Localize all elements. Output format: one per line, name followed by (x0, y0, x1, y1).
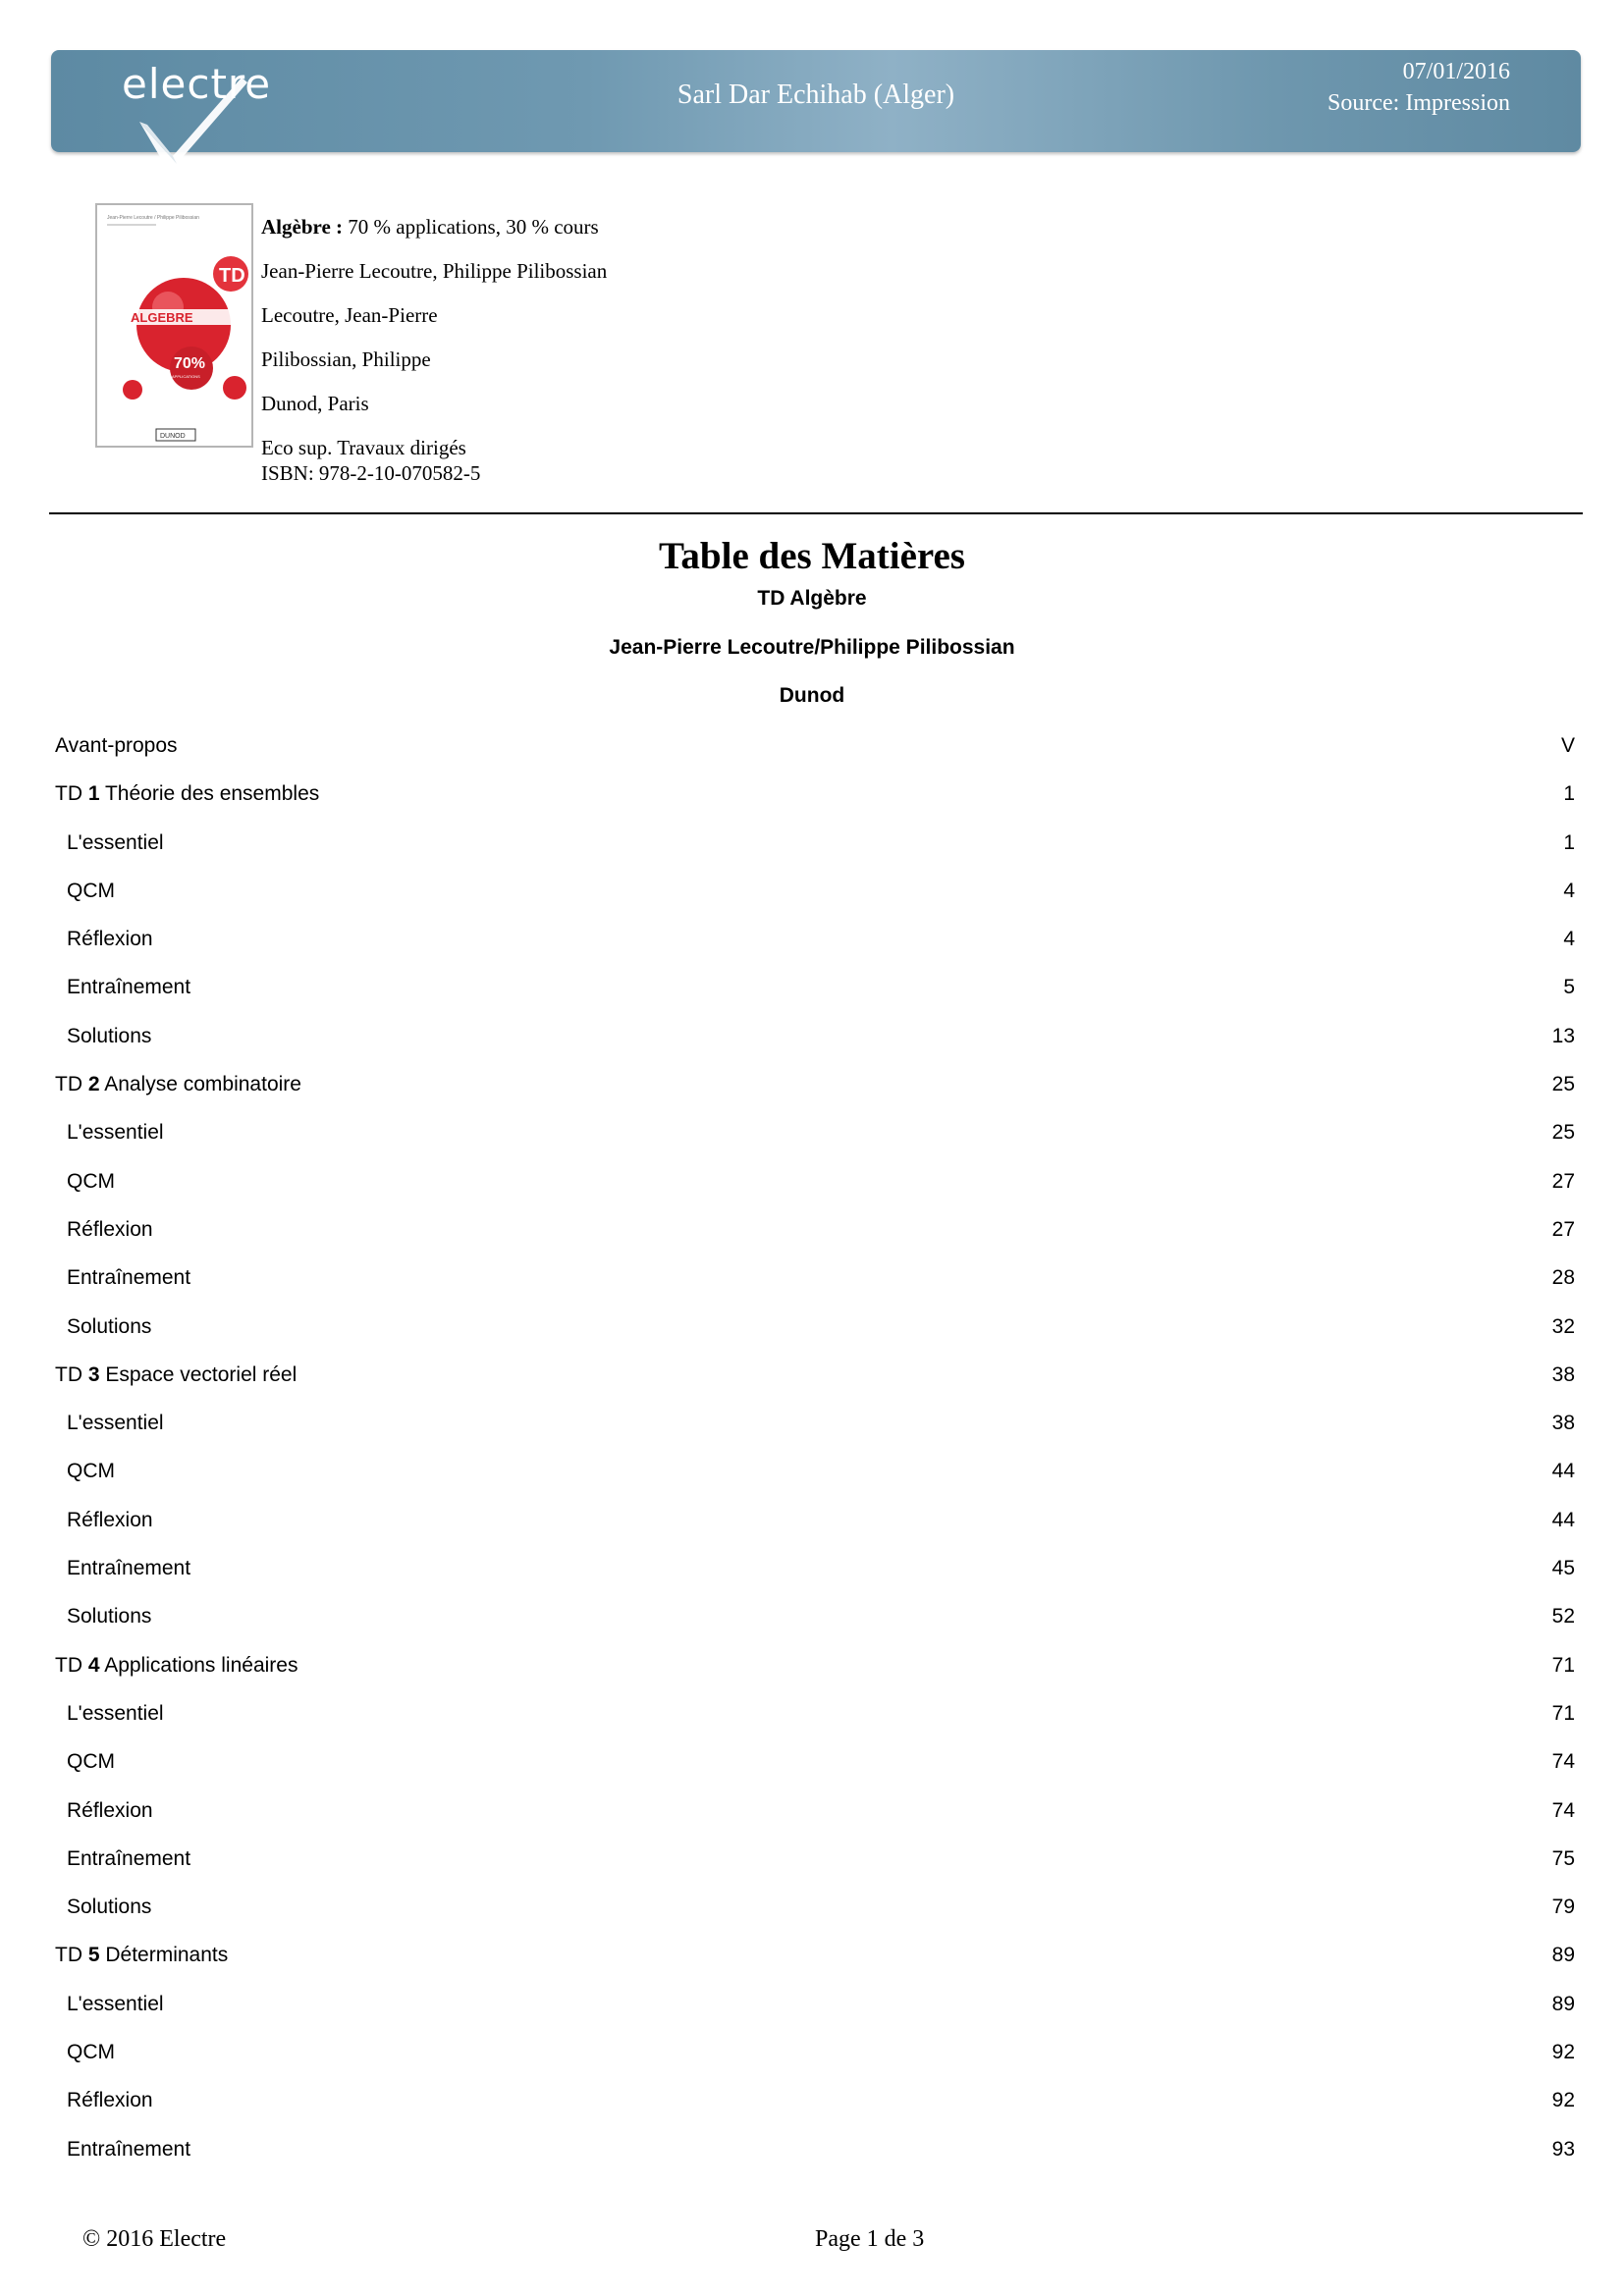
cover-illustration (97, 205, 251, 446)
toc-entry-text: L'essentiel (67, 830, 164, 854)
toc-entry[interactable] (55, 872, 1575, 920)
book-author-1: Lecoutre, Jean-Pierre (261, 303, 438, 327)
toc-entry-page: 75 (1551, 1846, 1575, 1870)
toc-entry[interactable] (55, 1936, 1575, 1984)
book-title (261, 210, 607, 254)
toc-entry-label (55, 1694, 164, 1742)
toc-chapter-number: 3 (87, 1362, 100, 1386)
toc-entry-label (55, 1936, 228, 1984)
toc-entry[interactable] (55, 1791, 1575, 1840)
toc-entry-text: L'essentiel (67, 1701, 164, 1725)
toc-entry-page: 71 (1551, 1701, 1575, 1725)
toc-entry-text: QCM (67, 879, 115, 902)
toc-publisher: Dunod (779, 684, 845, 707)
toc-entry-text: L'essentiel (67, 1412, 164, 1435)
toc-entry-text: L'essentiel (67, 1992, 164, 2015)
toc-entry-text: QCM (67, 1169, 115, 1193)
toc-entry[interactable] (55, 920, 1575, 968)
book-isbn: ISBN: 978-2-10-070582-5 (261, 461, 481, 485)
toc-entry-label (55, 726, 178, 774)
toc-chapter-prefix: TD (55, 1653, 88, 1677)
toc-entry-page: 4 (1563, 879, 1575, 902)
toc-entry-page: 28 (1551, 1266, 1575, 1290)
toc-entry-text: Analyse combinatoire (99, 1073, 301, 1096)
cover-top-text: Jean-Pierre Lecoutre / Philippe Pilibossian (107, 215, 199, 221)
toc-entry-page: 44 (1551, 1508, 1575, 1531)
toc-entry-page: 79 (1551, 1896, 1575, 1919)
toc-entry[interactable] (55, 2081, 1575, 2129)
book-metadata (261, 210, 607, 491)
header-meta (1327, 56, 1510, 119)
toc-entry-page: 25 (1551, 1121, 1575, 1145)
toc-entry-label (55, 1501, 153, 1549)
toc-entry-text: Espace vectoriel réel (99, 1362, 298, 1386)
toc-entry-page: 25 (1551, 1073, 1575, 1096)
toc-entry-text: Entraînement (67, 1846, 191, 1870)
toc-entry-page: 44 (1551, 1460, 1575, 1483)
toc-entry-label (55, 1404, 164, 1452)
toc-entry-page: 93 (1551, 2137, 1575, 2161)
toc-entry[interactable] (55, 1501, 1575, 1549)
toc-entry-page: 89 (1551, 1992, 1575, 2015)
logo-text: electre (122, 60, 272, 108)
section-divider (49, 512, 1583, 514)
toc-entry-page: 38 (1551, 1362, 1575, 1386)
toc-entry-page: 52 (1551, 1605, 1575, 1629)
toc-entry-text: L'essentiel (67, 1121, 164, 1145)
book-author-2: Pilibossian, Philippe (261, 347, 431, 371)
toc-entry-label (55, 872, 115, 920)
toc-entry-label (55, 1791, 153, 1840)
toc-authors: Jean-Pierre Lecoutre/Philippe Pilibossian (609, 636, 1015, 659)
book-title-bold: Algèbre : (261, 215, 344, 239)
toc-entry-text: Réflexion (67, 1508, 153, 1531)
toc-entry-text: Réflexion (67, 2089, 153, 2112)
toc-entry-page: 92 (1551, 2089, 1575, 2112)
toc-entry-text: Réflexion (67, 1798, 153, 1822)
cover-applications: APPLICATIONS (172, 374, 200, 379)
toc-entry[interactable] (55, 824, 1575, 872)
toc-entry[interactable] (55, 1888, 1575, 1936)
toc-entry-text: QCM (67, 1750, 115, 1774)
toc-entry-label (55, 1113, 164, 1161)
toc-entry-text: Entraînement (67, 976, 191, 999)
toc-entry-label (55, 1549, 190, 1597)
toc-entry-text: Avant-propos (55, 734, 178, 757)
toc-entry-label (55, 1597, 151, 1645)
toc-entry-label (55, 1888, 151, 1936)
toc-entry-page: 92 (1551, 2041, 1575, 2064)
toc-entry[interactable] (55, 1258, 1575, 1307)
toc-entry-page: 1 (1563, 830, 1575, 854)
toc-entry-label (55, 774, 319, 823)
toc-chapter-number: 4 (87, 1653, 100, 1677)
footer-copyright: © 2016 Electre (82, 2226, 227, 2252)
toc-entry-label (55, 1742, 115, 1790)
toc-entry[interactable] (55, 2130, 1575, 2178)
toc-entry-label (55, 2033, 115, 2081)
toc-entry-page: 45 (1551, 1557, 1575, 1580)
toc-entry[interactable] (55, 1113, 1575, 1161)
toc-entry[interactable] (55, 968, 1575, 1016)
header-source: Source: Impression (1327, 90, 1510, 116)
toc-entry-label (55, 1258, 190, 1307)
toc-entry-page: 5 (1563, 976, 1575, 999)
toc-chapter-prefix: TD (55, 1362, 88, 1386)
toc-entry-label (55, 1985, 164, 2033)
toc-entry[interactable] (55, 726, 1575, 774)
toc-list (55, 726, 1575, 2178)
toc-entry-text: Entraînement (67, 1266, 191, 1290)
toc-entry-text: Applications linéaires (99, 1653, 298, 1677)
book-cover (95, 203, 253, 448)
toc-entry-text: Entraînement (67, 2137, 191, 2161)
toc-entry-label (55, 920, 153, 968)
toc-entry-page: 13 (1551, 1024, 1575, 1047)
toc-chapter-prefix: TD (55, 782, 88, 806)
toc-entry-label (55, 968, 190, 1016)
toc-entry-text: QCM (67, 2041, 115, 2064)
cover-percent: 70% (174, 355, 206, 372)
toc-entry-page: 4 (1563, 928, 1575, 951)
toc-entry-page: V (1560, 734, 1575, 757)
toc-entry-text: Solutions (67, 1605, 152, 1629)
cover-td: TD (219, 265, 245, 287)
book-publisher: Dunod, Paris (261, 392, 369, 415)
toc-chapter-number: 2 (87, 1073, 100, 1096)
cover-algebra: ALGEBRE (131, 310, 193, 325)
toc-entry-text: Déterminants (99, 1944, 229, 1967)
toc-entry-text: Solutions (67, 1024, 152, 1047)
toc-entry[interactable] (55, 1404, 1575, 1452)
toc-entry[interactable] (55, 1742, 1575, 1790)
cover-publisher: DUNOD (160, 433, 186, 440)
toc-entry-text: Réflexion (67, 1217, 153, 1241)
toc-entry-page: 71 (1551, 1653, 1575, 1677)
toc-entry-text: Réflexion (67, 928, 153, 951)
toc-entry-page: 32 (1551, 1314, 1575, 1338)
toc-entry-page: 38 (1551, 1412, 1575, 1435)
toc-entry-text: QCM (67, 1460, 115, 1483)
toc-entry-text: Solutions (67, 1314, 152, 1338)
toc-entry-text: Entraînement (67, 1557, 191, 1580)
toc-entry[interactable] (55, 1210, 1575, 1258)
toc-chapter-prefix: TD (55, 1944, 88, 1967)
toc-subtitle: TD Algèbre (757, 587, 867, 610)
book-title-rest: 70 % applications, 30 % cours (343, 215, 599, 239)
toc-entry-label (55, 1065, 301, 1113)
toc-entry-page: 27 (1551, 1169, 1575, 1193)
header-banner (51, 50, 1581, 152)
toc-entry-label (55, 2130, 190, 2178)
toc-entry[interactable] (55, 1017, 1575, 1065)
toc-chapter-number: 1 (87, 782, 100, 806)
toc-entry-label (55, 1646, 298, 1694)
book-series: Eco sup. Travaux dirigés (261, 436, 466, 459)
toc-entry-label (55, 1017, 151, 1065)
toc-entry-label (55, 1162, 115, 1210)
toc-entry-text: Théorie des ensembles (99, 782, 320, 806)
toc-entry[interactable] (55, 1356, 1575, 1404)
toc-entry-label (55, 1356, 297, 1404)
toc-entry[interactable] (55, 2033, 1575, 2081)
toc-entry-label (55, 1840, 190, 1888)
toc-entry[interactable] (55, 1597, 1575, 1645)
toc-entry[interactable] (55, 1308, 1575, 1356)
toc-entry[interactable] (55, 774, 1575, 823)
toc-entry[interactable] (55, 1694, 1575, 1742)
toc-entry-page: 1 (1563, 782, 1575, 806)
toc-entry-label (55, 1452, 115, 1500)
toc-entry[interactable] (55, 1065, 1575, 1113)
toc-entry[interactable] (55, 1549, 1575, 1597)
toc-entry-label (55, 2081, 153, 2129)
vendor-name: Sarl Dar Echihab (Alger) (677, 80, 955, 110)
toc-entry[interactable] (55, 1985, 1575, 2033)
toc-entry-label (55, 1308, 151, 1356)
toc-entry-label (55, 1210, 153, 1258)
toc-chapter-number: 5 (87, 1944, 100, 1967)
toc-entry-page: 74 (1551, 1798, 1575, 1822)
toc-entry-page: 89 (1551, 1944, 1575, 1967)
toc-entry[interactable] (55, 1840, 1575, 1888)
toc-entry-text: Solutions (67, 1896, 152, 1919)
toc-entry[interactable] (55, 1162, 1575, 1210)
header-date: 07/01/2016 (1402, 59, 1510, 84)
toc-entry-page: 27 (1551, 1217, 1575, 1241)
toc-entry-page: 74 (1551, 1750, 1575, 1774)
footer-page-number: Page 1 de 3 (815, 2226, 925, 2252)
toc-entry[interactable] (55, 1452, 1575, 1500)
toc-entry[interactable] (55, 1646, 1575, 1694)
toc-title: Table des Matières (659, 535, 965, 577)
toc-chapter-prefix: TD (55, 1073, 88, 1096)
toc-entry-label (55, 824, 164, 872)
book-authors: Jean-Pierre Lecoutre, Philippe Pilibossian (261, 259, 608, 283)
